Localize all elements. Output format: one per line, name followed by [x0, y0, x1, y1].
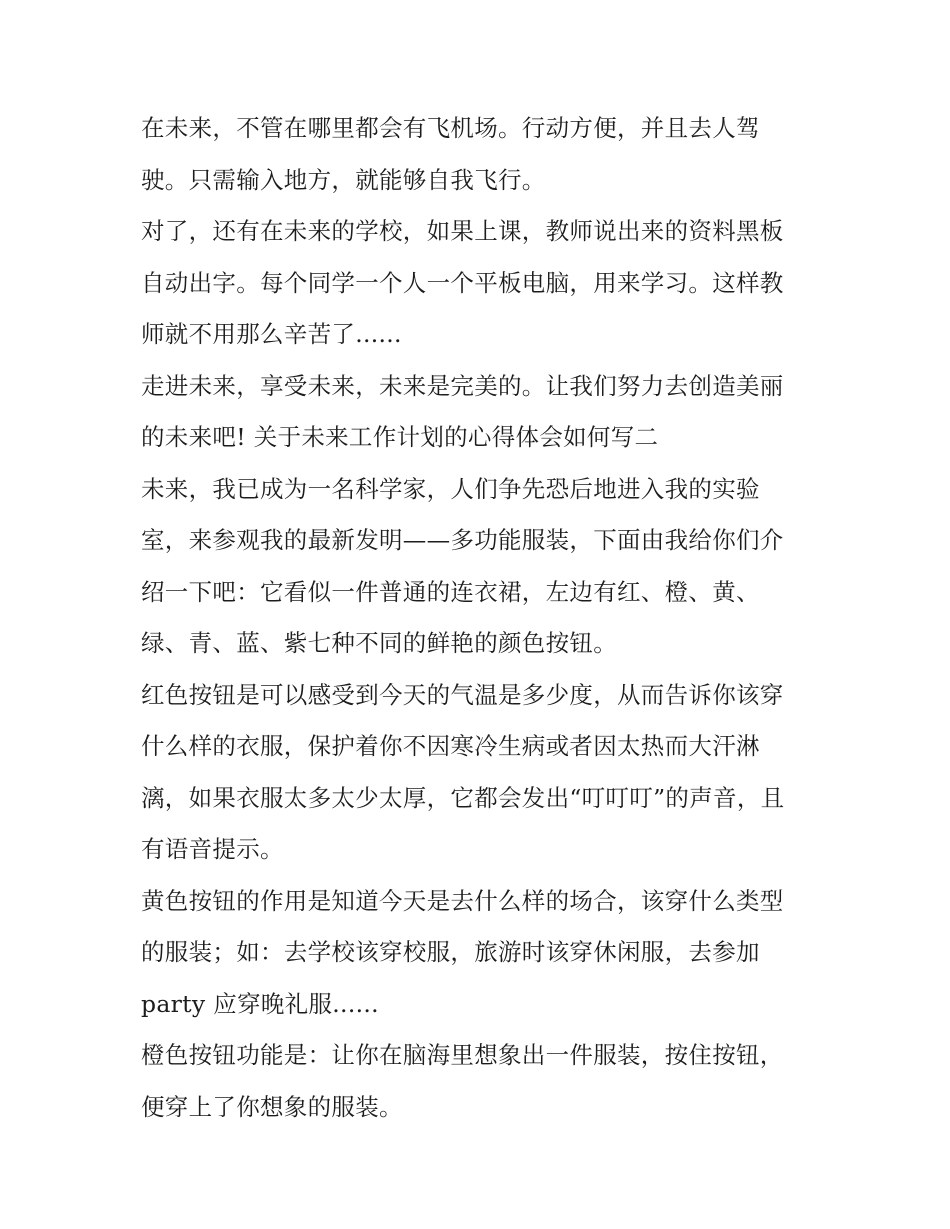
text-line: 对了，还有在未来的学校，如果上课，教师说出来的资料黑板 [141, 217, 784, 245]
text-line: 橙色按钮功能是：让你在脑海里想象出一件服装，按住按钮， [141, 1041, 784, 1069]
text-line: 绍一下吧：它看似一件普通的连衣裙，左边有红、橙、黄、 [141, 577, 760, 606]
text-line: 便穿上了你想象的服装。 [141, 1092, 403, 1121]
text-line: 红色按钮是可以感受到今天的气温是多少度，从而告诉你该穿 [141, 680, 784, 709]
text-line: 漓，如果衣服太多太少太厚，它都会发出“叮叮叮”的声音，且 [141, 783, 785, 812]
text-line: 黄色按钮的作用是知道今天是去什么样的场合，该穿什么类型 [141, 886, 784, 915]
text-line: 自动出字。每个同学一个人一个平板电脑，用来学习。这样教 [141, 268, 784, 297]
text-line: 的未来吧! 关于未来工作计划的心得体会如何写二 [141, 423, 659, 451]
text-line: 有语音提示。 [141, 835, 284, 863]
text-line: 未来，我已成为一名科学家，人们争先恐后地进入我的实验 [141, 474, 760, 503]
text-line: 在未来，不管在哪里都会有飞机场。行动方便，并且去人驾 [141, 114, 760, 142]
text-line: 绿、青、蓝、紫七种不同的鲜艳的颜色按钮。 [141, 629, 617, 657]
text-line: 师就不用那么辛苦了...... [141, 320, 402, 348]
text-line: party 应穿晚礼服...... [141, 989, 379, 1018]
text-line: 什么样的衣服，保护着你不因寒冷生病或者因太热而大汗淋 [141, 732, 760, 760]
text-line: 的服装；如：去学校该穿校服，旅游时该穿休闲服，去参加 [141, 938, 760, 966]
text-line: 走进未来，享受未来，未来是完美的。让我们努力去创造美丽 [141, 371, 784, 400]
text-line: 驶。只需输入地方，就能够自我飞行。 [141, 165, 546, 194]
text-line: 室，来参观我的最新发明——多功能服装，下面由我给你们介 [141, 526, 784, 554]
document-body [141, 103, 821, 1133]
